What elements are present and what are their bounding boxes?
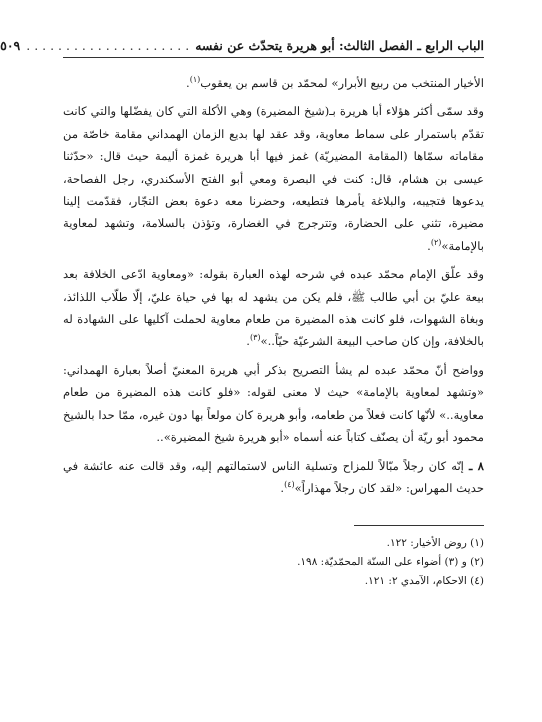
paragraph-2: وقد سمّى أكثر هؤلاء أبا هريرة بـ(شيخ المضيرة) وهي الأكلة التي كان يفضّلها والتي كانت تقدّم باستمرار على سماط معاوية، وقد عقد لها بديع الزمان الهمداني مقامة خاصّة من مقاماته سمّاها (المقامة المضيريّة) غمز فيها أبا هريرة غمزة أليمة حيث قال: «حدّثنا عيسى بن هشام، قال: كنت في البصرة ومعي أبو الفتح الأسكندري، رجل الفصاحة، يدعوها فتجيبه، والبلاغة يأمرها فتطيعه، وحضرنا معه دعوة بعض التجّار، فقدّمت إلينا مضيرة، تثني على الحضارة، وتترجرج في الغضارة، وتؤذن بالسلامة، وتشهد لمعاوية بالإمامة»$^{(٢)}$.: [63, 104, 484, 253]
point-number: ٨ ـ: [468, 458, 484, 473]
footnote-marker: (٤): [284, 480, 295, 490]
paragraph-5: ٨ ـ إنّه كان رجلاً مبّالاً للمزاح وتسلية الناس لاستمالتهم إليه، وقد قالت عنه عائشة في حديث المهراس: «لقد كان رجلاً مهذاراً»$^{(٤)}$.: [63, 458, 484, 495]
footnotes: [63, 534, 484, 591]
footnote-marker: (١): [189, 75, 201, 85]
body-text: [63, 72, 484, 499]
header-leader-dots: . . . . . . . . . . . . . . . . . . . . .: [26, 38, 190, 53]
running-header: [0, 38, 484, 58]
footnote-2-3: (٢) و (٣) أضواء على السنّة المحمّديّة: ١٩٨.: [297, 556, 484, 569]
page-number: ٥٠٩: [0, 38, 21, 53]
footnote-4: (٤) الاحكام، الآمدي ٢: ١٢١.: [364, 575, 484, 588]
paragraph-4: وواضح أنّ محمّد عبده لم يشأ التصريح بذكر أبي هريرة المعنيّ أصلاً بعبارة الهمداني: «وتشهد لمعاوية بالإمامة» حيث لا معنى لقوله: «فلو كانت هذه المضيرة من طعام معاوية..» لأنّها كانت فعلاً من طعامه، وأبو هريرة كان مولعاً بها دون غيره، ممّا حدا بالشيخ محمود أبو ريّة أن يصنّف كتاباً عنه أسماه «أبو هريرة شيخ المضيرة»..: [63, 362, 484, 445]
footnote-marker: (٢): [430, 237, 442, 247]
footnote-marker: (٣): [249, 333, 261, 343]
header-title: الباب الرابع ـ الفصل الثالث: أبو هريرة يتحدّث عن نفسه: [195, 38, 484, 53]
footnote-divider: [354, 525, 484, 526]
paragraph-1: الأخيار المنتخب من ربيع الأبرار» لمحمّد بن قاسم بن يعقوب$^{(١)}$.: [186, 75, 484, 90]
footnote-1: (١) روض الأخيار: ١٢٢.: [386, 537, 484, 550]
paragraph-3: وقد علّق الإمام محمّد عبده في شرحه لهذه العبارة بقوله: «ومعاوية ادّعى الخلافة بعد بيعة عليّ بن أبي طالب ﷺ، فلم يكن من يشهد له بها في حياة عليّ، إلّا طلّاب اللذائذ، وبغاة الشهوات، فلو كانت هذه المضيرة من طعام معاوية لحملت آكليها على الشهادة له بالخلافة، وإن كان صاحب البيعة الشرعيّة حيّاً..»$^{(٣)}$.: [63, 267, 484, 349]
